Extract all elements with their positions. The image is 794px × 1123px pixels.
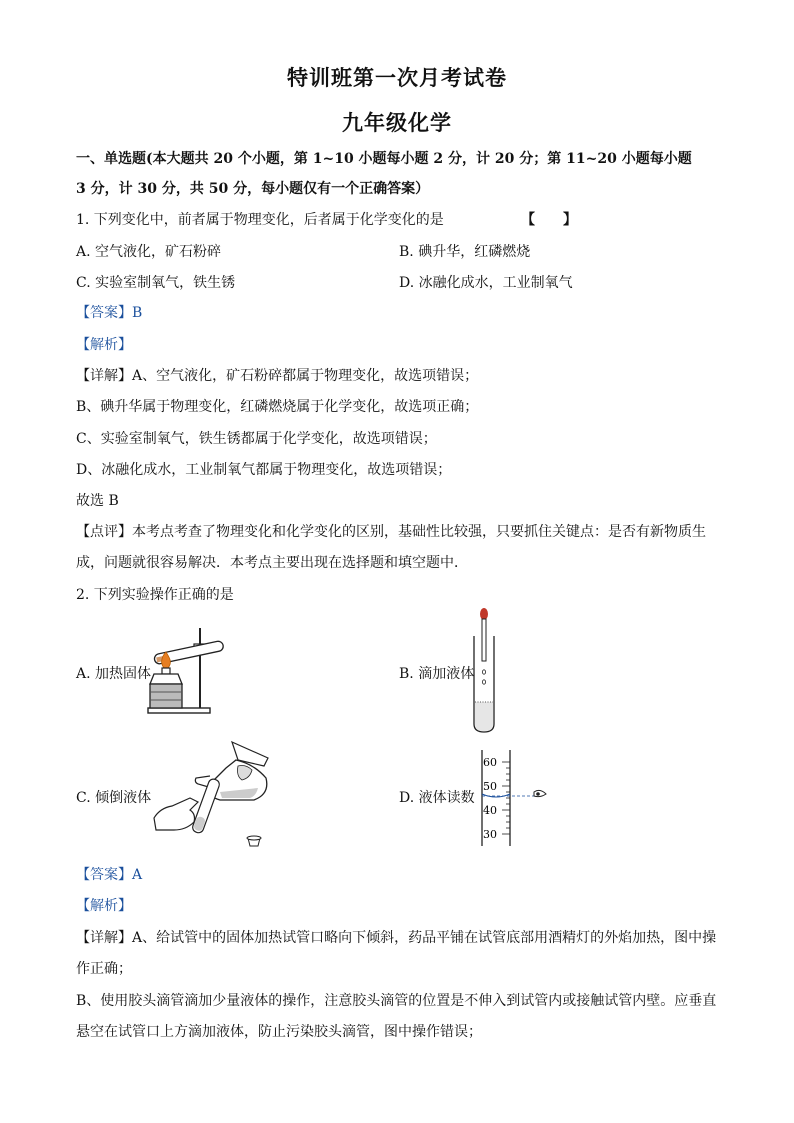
section-heading-line2: 3 分，计 30 分，共 50 分，每小题仅有一个正确答案） — [76, 181, 430, 197]
heating-solid-apparatus-figure — [142, 622, 242, 717]
q1-comment-line2: 成，问题就很容易解决．本考点主要出现在选择题和填空题中． — [76, 555, 468, 571]
q1-detail-line: D、冰融化成水，工业制氧气都属于物理变化，故选项错误； — [76, 462, 452, 478]
q2-detail-line: 悬空在试管口上方滴加液体，防止污染胶头滴管，图中操作错误； — [76, 1024, 482, 1040]
q1-detail-line: C、实验室制氧气，铁生锈都属于化学变化，故选项错误； — [76, 431, 437, 447]
q2-detail-line: 作正确； — [76, 961, 132, 977]
q1-answer-bracket: 【 】 — [521, 212, 577, 228]
q2-answer: 【答案】A — [76, 867, 143, 883]
page-subtitle: 九年级化学 — [342, 110, 452, 135]
section-heading-line1: 一、单选题(本大题共 20 个小题，第 1~10 小题每小题 2 分，计 20 分；第 11~20 小题每小题 — [76, 151, 692, 167]
q1-comment-line1: 【点评】本考点考查了物理变化和化学变化的区别，基础性比较强，只要抓住关键点：是否有新物质生 — [76, 524, 706, 540]
q1-option-b: B. 碘升华，红磷燃烧 — [399, 244, 531, 260]
page-title: 特训班第一次月考试卷 — [287, 65, 507, 90]
scale-label: 60 — [483, 756, 497, 769]
q2-option-c: C. 倾倒液体 — [76, 790, 152, 806]
q2-stem: 2. 下列实验操作正确的是 — [76, 587, 234, 603]
scale-label: 40 — [483, 804, 497, 817]
q2-option-d: D. 液体读数 — [399, 790, 475, 806]
q1-answer: 【答案】B — [76, 305, 143, 321]
q1-option-a: A. 空气液化，矿石粉碎 — [76, 244, 222, 260]
q1-option-d: D. 冰融化成水，工业制氧气 — [399, 275, 573, 291]
q1-analysis-tag: 【解析】 — [76, 337, 132, 353]
q2-option-b: B. 滴加液体 — [399, 666, 475, 682]
q1-detail-line: 【详解】A、空气液化，矿石粉碎都属于物理变化，故选项错误； — [76, 368, 479, 384]
scale-label: 30 — [483, 828, 497, 841]
q1-detail-line: B、碘升华属于物理变化，红磷燃烧属于化学变化，故选项正确； — [76, 399, 479, 415]
graduated-cylinder-figure — [474, 748, 554, 848]
q1-detail-line: 故选 B — [76, 493, 119, 509]
q1-option-c: C. 实验室制氧气，铁生锈 — [76, 275, 236, 291]
scale-label: 50 — [483, 780, 497, 793]
dropper-test-tube-figure — [470, 606, 500, 734]
q2-detail-line: 【详解】A、给试管中的固体加热试管口略向下倾斜，药品平铺在试管底部用酒精灯的外焰加热，图中操 — [76, 930, 717, 946]
q1-stem: 1. 下列变化中，前者属于物理变化，后者属于化学变化的是 — [76, 212, 444, 228]
pouring-liquid-figure — [150, 738, 275, 850]
q2-detail-line: B、使用胶头滴管滴加少量液体的操作，注意胶头滴管的位置是不伸入到试管内或接触试管内壁。应垂直 — [76, 993, 717, 1009]
q2-option-a: A. 加热固体 — [76, 666, 152, 682]
q2-analysis-tag: 【解析】 — [76, 898, 132, 914]
